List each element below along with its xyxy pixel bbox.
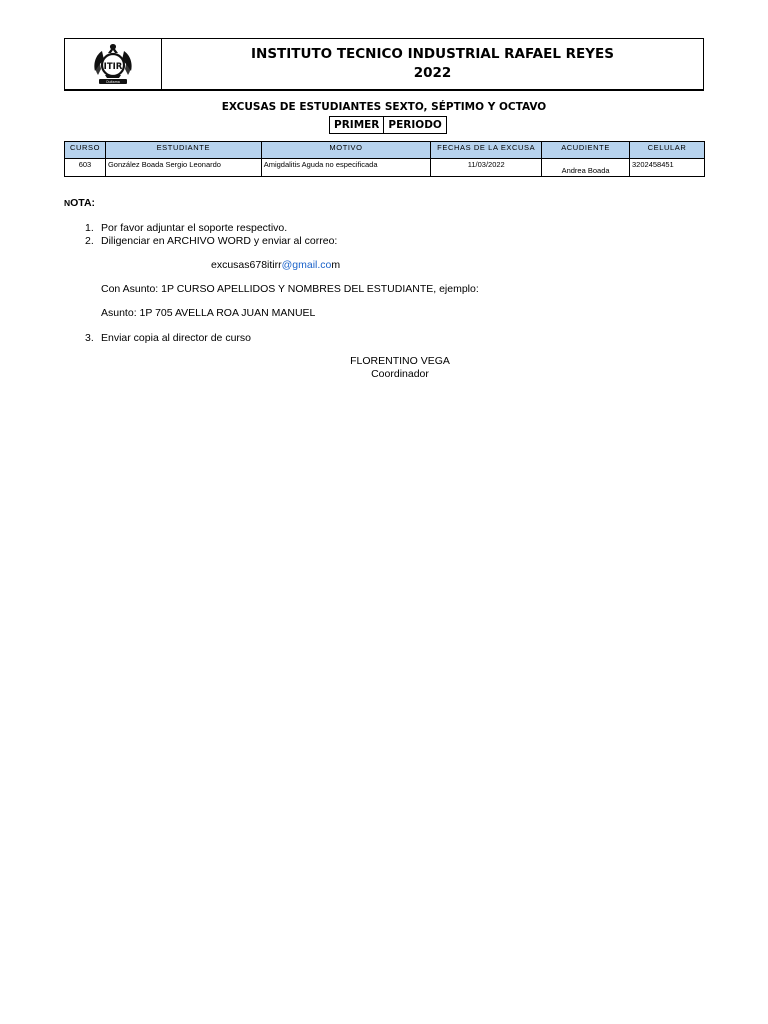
period-word-1: PRIMER — [334, 119, 380, 131]
column-header-curso: CURSO — [65, 142, 106, 159]
instruction-text: Diligenciar en ARCHIVO WORD y enviar al correo: — [101, 235, 338, 247]
cell-estudiante: González Boada Sergio Leonardo — [105, 159, 261, 177]
nota-heading — [64, 197, 95, 209]
cell-motivo: Amigdalitis Aguda no especificada — [261, 159, 431, 177]
list-item — [85, 222, 287, 234]
document-header — [64, 38, 704, 91]
list-number: 2. — [85, 235, 94, 247]
logo-text: ITIR — [103, 62, 123, 72]
list-item — [85, 332, 251, 344]
period-word-2: PERIODO — [383, 117, 445, 133]
cell-curso: 603 — [65, 159, 106, 177]
list-item — [85, 235, 337, 247]
school-logo-icon — [90, 41, 136, 87]
cell-acudiente: Andrea Boada — [542, 159, 630, 177]
table-row — [65, 159, 705, 177]
nota-rest: OTA: — [70, 197, 96, 209]
table-header-row — [65, 142, 705, 159]
column-header-estudiante: ESTUDIANTE — [105, 142, 261, 159]
logo-caption: Duitama — [106, 80, 120, 84]
instruction-text: Enviar copia al director de curso — [101, 332, 251, 344]
column-header-fechas: FECHAS DE LA EXCUSA — [431, 142, 542, 159]
signature-block — [64, 355, 736, 381]
list-number: 1. — [85, 222, 94, 234]
column-header-motivo: MOTIVO — [261, 142, 431, 159]
nota-first-letter: N — [64, 198, 71, 208]
logo-cell — [65, 39, 162, 89]
asunto-example: Asunto: 1P 705 AVELLA ROA JUAN MANUEL — [101, 307, 316, 319]
title-cell — [162, 39, 703, 89]
institution-title: INSTITUTO TECNICO INDUSTRIAL RAFAEL REYES — [251, 46, 614, 62]
period-box — [329, 116, 447, 134]
email-suffix: m — [331, 259, 341, 271]
column-header-celular: CELULAR — [630, 142, 705, 159]
list-number: 3. — [85, 332, 94, 344]
cell-celular: 3202458451 — [630, 159, 705, 177]
email-prefix: excusas678itirr — [211, 259, 282, 271]
email-address — [211, 259, 340, 271]
document-subtitle: EXCUSAS DE ESTUDIANTES SEXTO, SÉPTIMO Y OCTAVO — [221, 101, 547, 113]
column-header-acudiente: ACUDIENTE — [542, 142, 630, 159]
year-title: 2022 — [413, 65, 452, 81]
asunto-format: Con Asunto: 1P CURSO APELLIDOS Y NOMBRES DEL ESTUDIANTE, ejemplo: — [101, 283, 479, 295]
cell-fecha: 11/03/2022 — [431, 159, 542, 177]
excuses-table — [64, 141, 705, 177]
instruction-text: Por favor adjuntar el soporte respectivo. — [101, 222, 288, 234]
email-link[interactable]: @gmail.co — [281, 259, 332, 271]
signature-name: FLORENTINO VEGA — [350, 355, 450, 367]
signature-role: Coordinador — [371, 368, 429, 380]
